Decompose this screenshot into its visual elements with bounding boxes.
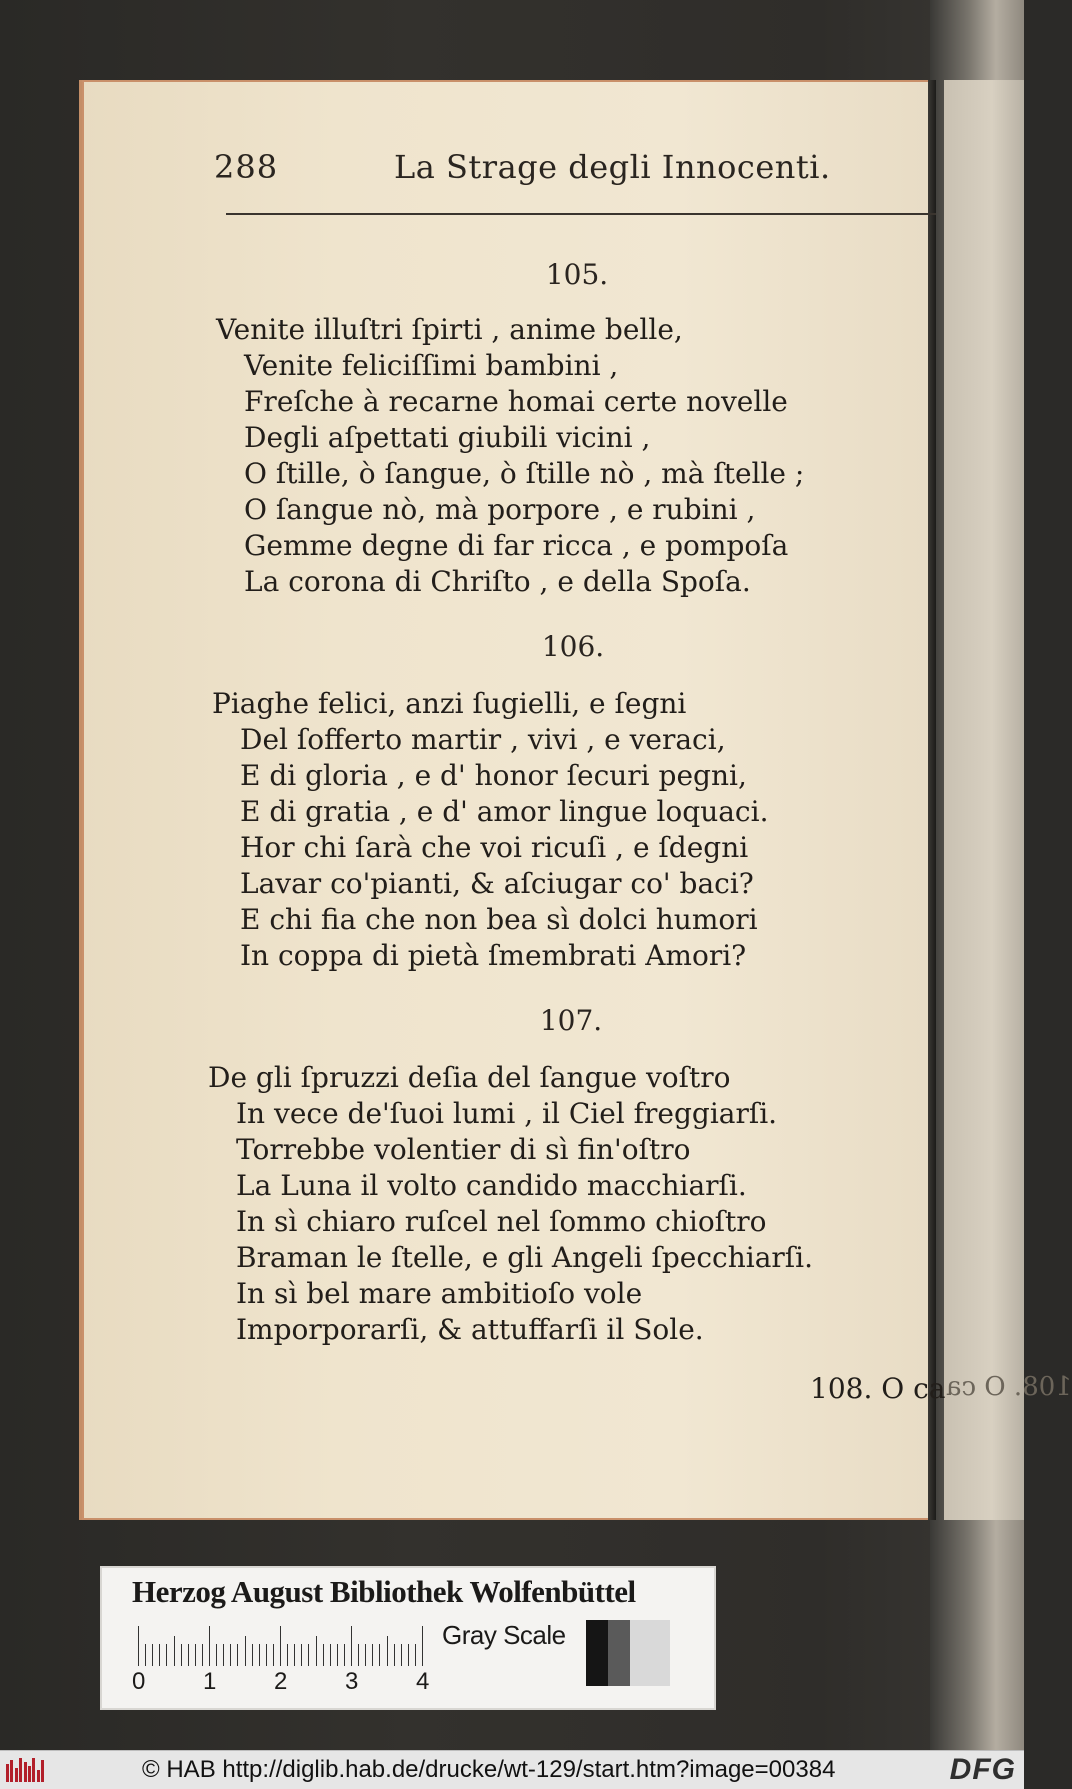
verse-line: Venite feliciſſimi bambini , [244,349,619,382]
swatch-black [586,1620,608,1686]
gray-scale-label: Gray Scale [442,1620,566,1650]
facing-page [944,80,1024,1520]
ruler-tick [316,1636,317,1666]
verse-line: Del ſofferto martir , vivi , e veraci, [240,723,726,756]
ruler-tick [209,1626,210,1666]
ruler-tick [159,1644,160,1666]
ruler-tick [330,1644,331,1666]
ruler-tick [259,1644,260,1666]
stanza-number: 107. [539,1004,603,1037]
logo-bar [32,1758,35,1782]
ruler-tick [408,1644,409,1666]
running-head: La Strage degli Innocenti. [394,148,831,186]
page-header [214,148,934,192]
ruler-tick [337,1644,338,1666]
ruler-tick [188,1644,189,1666]
verse-line: Hor chi ſarà che voi ricuſi , e ſdegni [240,831,749,864]
ruler-tick [308,1644,309,1666]
dfg-logo: DFG [949,1753,1016,1786]
ruler-tick [323,1644,324,1666]
verse-line: Torrebbe volentier di sì fin'oſtro [236,1133,691,1166]
ruler-tick [280,1626,281,1666]
verse-line: Lavar co'pianti, & aſciugar co' baci? [240,867,754,900]
stanza-105 [216,312,804,600]
ruler-tick [266,1644,267,1666]
verse-line: La Luna il volto candido macchiarſi. [236,1169,747,1202]
ruler-tick [252,1644,253,1666]
ruler-tick [166,1644,167,1666]
stanza-number: 106. [541,630,605,663]
ruler-label: 1 [203,1668,217,1695]
verse-line: De gli ſpruzzi deſia del ſangue voſtro [208,1061,731,1094]
ruler-label: 2 [274,1668,288,1695]
verse-line: La corona di Chriſto , e della Spoſa. [244,565,751,598]
ruler-tick [379,1644,380,1666]
stanza-number: 105. [545,258,609,291]
ruler-tick [245,1636,246,1666]
verse-line: Braman le ſtelle, e gli Angeli ſpecchiarſi. [236,1241,813,1274]
verse-line: Venite illuſtri ſpirti , anime belle, [216,313,683,346]
ruler-tick [145,1644,146,1666]
logo-bar [28,1766,31,1782]
ruler-tick [301,1644,302,1666]
catchword: 108. O ca [810,1372,946,1405]
stanza-106 [212,686,768,974]
verse-line: In sì chiaro ruſcel nel ſommo chioſtro [236,1205,767,1238]
logo-bar [15,1768,18,1782]
citation-link[interactable]: © HAB http://diglib.hab.de/drucke/wt-129/start.htm?image=00384 [142,1756,836,1783]
ruler-tick [202,1644,203,1666]
ruler-tick [273,1644,274,1666]
verse-line: E di gratia , e d' amor lingue loquaci. [240,795,769,828]
ruler-tick [344,1644,345,1666]
ruler-tick [237,1644,238,1666]
verse-line: Piaghe felici, anzi ſugielli, e ſegni [212,687,687,720]
ruler-tick [351,1626,352,1666]
verse-line: Gemme degne di far ricca , e pompoſa [244,529,789,562]
verse-line: In sì bel mare ambitioſo vole [236,1277,643,1310]
page-number: 288 [214,148,279,186]
ruler-tick [415,1644,416,1666]
verse-line: E di gloria , e d' honor ſecuri pegni, [240,759,747,792]
ruler-tick [422,1626,423,1666]
footer-bar [0,1750,1024,1789]
ruler-tick [152,1644,153,1666]
verse-line: In coppa di pietà ſmembrati Amori? [240,939,747,972]
stanza-107 [208,1060,813,1348]
color-calibration-card [100,1566,716,1710]
ruler-label: 4 [416,1668,430,1695]
gutter-shadow [928,80,936,1520]
ruler-tick [174,1636,175,1666]
institution-name: Herzog August Bibliothek Wolfenbüttel [132,1574,636,1609]
ruler-label: 0 [132,1668,146,1695]
ruler-tick [287,1644,288,1666]
measurement-ruler [138,1620,428,1666]
logo-bar [6,1764,9,1782]
verse-line: Imporporarſi, & attuffarſi il Sole. [236,1313,704,1346]
verse-line: O ſtille, ò ſangue, ò ſtille nò , mà ſtelle ; [244,457,805,490]
ruler-tick [365,1644,366,1666]
ruler-tick [216,1644,217,1666]
ruler-tick [138,1626,139,1666]
hab-logo-icon [6,1758,46,1782]
ruler-tick [230,1644,231,1666]
ruler-tick [223,1644,224,1666]
ruler-tick [181,1644,182,1666]
ruler-tick [294,1644,295,1666]
verse-line: E chi fia che non bea sì dolci humori [240,903,758,936]
logo-bar [24,1762,27,1782]
ruler-tick [394,1644,395,1666]
ruler-tick [401,1644,402,1666]
swatch-light [630,1620,670,1686]
facing-catchword-mirrored: 108. O ca [946,1372,1072,1402]
ruler-tick [387,1636,388,1666]
ruler-tick [195,1644,196,1666]
logo-bar [41,1760,44,1782]
ruler-label: 3 [345,1668,359,1695]
header-rule [226,213,936,215]
ruler-tick [358,1644,359,1666]
swatch-gray [608,1620,630,1686]
verse-line: Freſche à recarne homai certe novelle [244,385,788,418]
logo-bar [10,1760,13,1782]
verse-line: In vece de'ſuoi lumi , il Ciel freggiarſi. [236,1097,778,1130]
verse-line: O ſangue nò, mà porpore , e rubini , [244,493,756,526]
ruler-tick [372,1644,373,1666]
logo-bar [37,1770,40,1782]
verse-line: Degli aſpettati giubili vicini , [244,421,651,454]
logo-bar [19,1758,22,1782]
